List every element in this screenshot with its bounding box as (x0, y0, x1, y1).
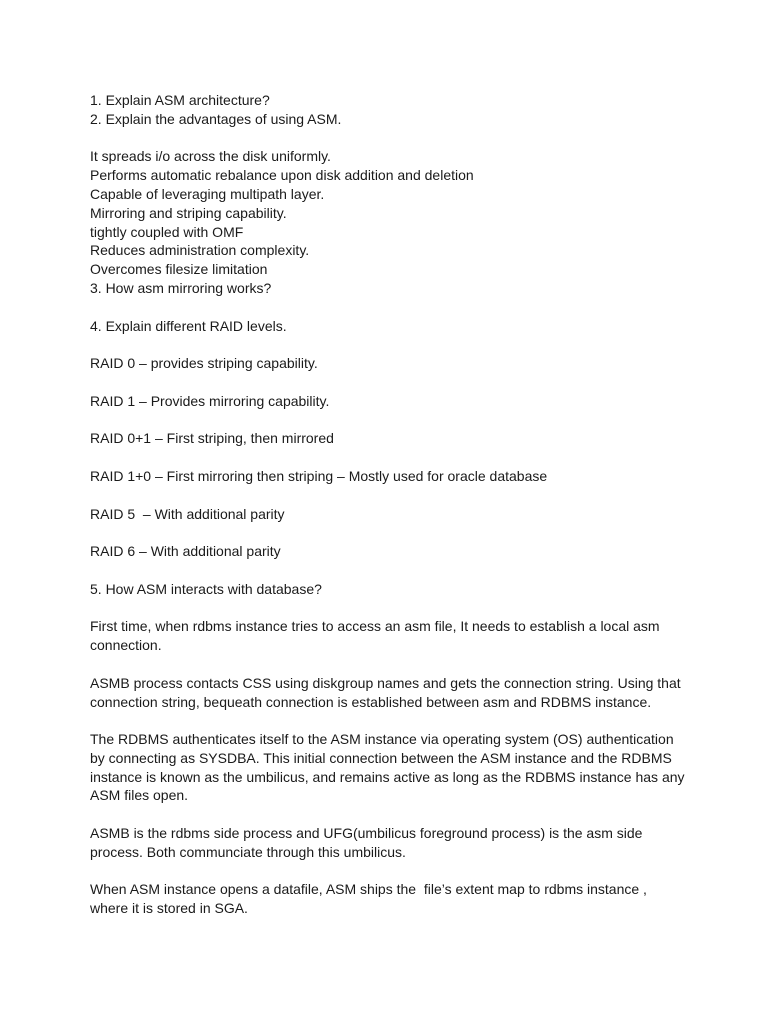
paragraph-line: First time, when rdbms instance tries to access an asm file, It needs to establish a local asm (90, 618, 660, 635)
paragraph-line: connection string, bequeath connection is established between asm and RDBMS instance. (90, 693, 652, 710)
paragraph-line: ASMB process contacts CSS using diskgroup names and gets the connection string. Using that (90, 674, 681, 691)
spacer (90, 599, 690, 618)
question-5: 5. How ASM interacts with database? (90, 580, 322, 597)
paragraph-asmb-ufg (90, 824, 690, 862)
advantage-item: Overcomes filesize limitation (90, 261, 268, 278)
spacer (90, 411, 690, 430)
spacer (90, 805, 690, 824)
spacer (90, 298, 690, 317)
advantage-item: Mirroring and striping capability. (90, 204, 287, 221)
spacer (90, 129, 690, 148)
paragraph-line: by connecting as SYSDBA. This initial connection between the ASM instance and the RDBMS (90, 749, 672, 766)
raid-level-item: RAID 0 – provides striping capability. (90, 355, 318, 372)
spacer (90, 523, 690, 542)
paragraph-local-connection (90, 617, 690, 655)
paragraph-line: instance is known as the umbilicus, and remains active as long as the RDBMS instance has any (90, 768, 685, 785)
document-page (90, 91, 690, 918)
raid-level-item: RAID 1 – Provides mirroring capability. (90, 392, 330, 409)
raid-level-item: RAID 6 – With additional parity (90, 543, 281, 560)
spacer (90, 711, 690, 730)
question-3: 3. How asm mirroring works? (90, 279, 272, 296)
paragraph-line: ASMB is the rdbms side process and UFG(umbilicus foreground process) is the asm side (90, 825, 643, 842)
spacer (90, 373, 690, 392)
paragraph-extent-map (90, 880, 690, 918)
spacer (90, 655, 690, 674)
advantage-item: Performs automatic rebalance upon disk addition and deletion (90, 167, 474, 184)
spacer (90, 486, 690, 505)
paragraph-line: When ASM instance opens a datafile, ASM ships the file’s extent map to rdbms instance , (90, 881, 647, 898)
question-4: 4. Explain different RAID levels. (90, 317, 287, 334)
paragraph-line: where it is stored in SGA. (90, 900, 248, 917)
paragraph-line: ASM files open. (90, 787, 189, 804)
spacer (90, 561, 690, 580)
raid-level-item: RAID 1+0 – First mirroring then striping – Mostly used for oracle database (90, 467, 548, 484)
advantage-item: It spreads i/o across the disk uniformly. (90, 148, 331, 165)
question-2: 2. Explain the advantages of using ASM. (90, 110, 342, 127)
spacer (90, 448, 690, 467)
paragraph-line: process. Both communciate through this umbilicus. (90, 843, 406, 860)
question-1: 1. Explain ASM architecture? (90, 92, 270, 108)
raid-level-item: RAID 0+1 – First striping, then mirrored (90, 430, 334, 447)
advantage-item: Capable of leveraging multipath layer. (90, 185, 325, 202)
paragraph-authentication (90, 730, 690, 805)
spacer (90, 335, 690, 354)
paragraph-line: connection. (90, 637, 162, 654)
paragraph-line: The RDBMS authenticates itself to the ASM instance via operating system (OS) authentication (90, 731, 674, 748)
raid-level-item: RAID 5 – With additional parity (90, 505, 285, 522)
advantage-item: tightly coupled with OMF (90, 223, 244, 240)
paragraph-asmb-css (90, 674, 690, 712)
spacer (90, 862, 690, 881)
advantage-item: Reduces administration complexity. (90, 242, 310, 259)
